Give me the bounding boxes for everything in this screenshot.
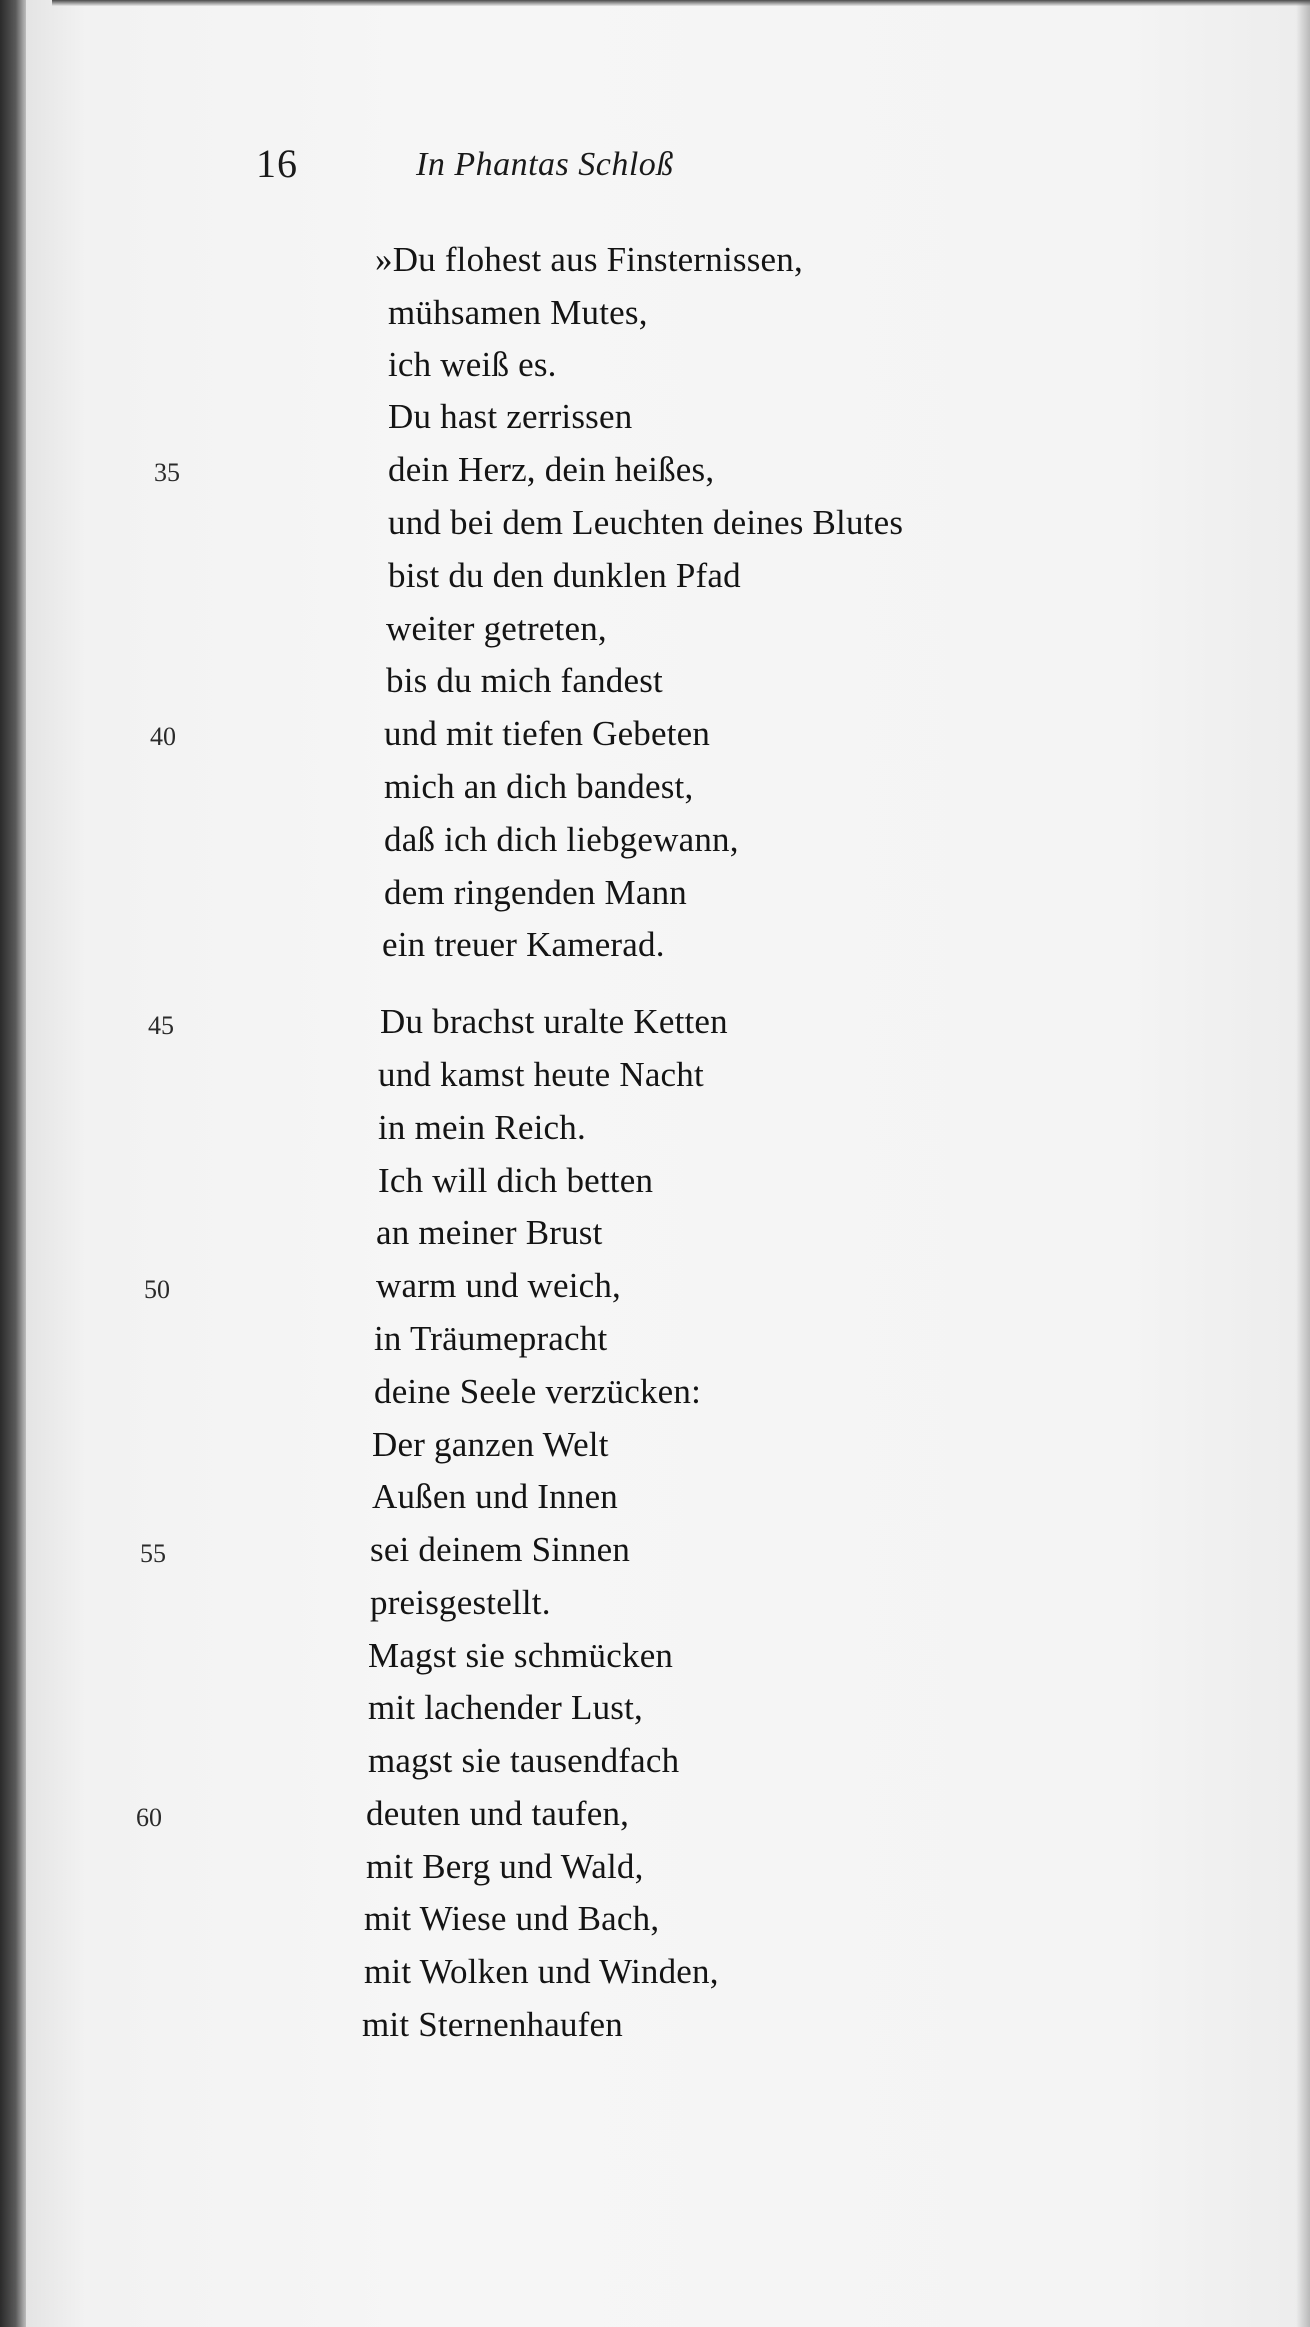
verse-line: mit Wiese und Bach, <box>364 1899 660 1938</box>
verse-line: und mit tiefen Gebeten <box>384 714 711 753</box>
line-number: 45 <box>148 1011 174 1040</box>
verse-line: warm und weich, <box>376 1266 622 1305</box>
verse-line: Du hast zerrissen <box>388 397 633 436</box>
line-number: 40 <box>150 722 176 751</box>
verse-line: und bei dem Leuchten deines Blutes <box>388 503 904 542</box>
page-edge-right <box>1296 0 1310 2327</box>
verse-line: bis du mich fandest <box>386 661 663 700</box>
verse-line: dein Herz, dein heißes, <box>388 450 715 489</box>
verse-line: »Du flohest aus Finsternissen, <box>375 240 803 279</box>
verse-line: Magst sie schmücken <box>368 1636 674 1675</box>
verse-line: Ich will dich betten <box>378 1161 654 1200</box>
verse-line: sei deinem Sinnen <box>370 1530 631 1569</box>
verse-line: deuten und taufen, <box>366 1794 630 1833</box>
line-number: 35 <box>154 458 180 487</box>
verse-line: und kamst heute Nacht <box>378 1055 704 1094</box>
verse-line: bist du den dunklen Pfad <box>388 556 741 595</box>
verse-line: in mein Reich. <box>378 1108 586 1147</box>
verse-line: mit Sternenhaufen <box>362 2005 623 2044</box>
verse-line: mühsamen Mutes, <box>388 293 648 332</box>
page-number: 16 <box>256 141 298 186</box>
verse-line: weiter getreten, <box>386 609 607 648</box>
page-edge-left <box>0 0 26 2327</box>
verse-line: Du brachst uralte Ketten <box>380 1002 728 1041</box>
verse-line: an meiner Brust <box>376 1213 603 1252</box>
verse-line: daß ich dich liebgewann, <box>384 820 739 859</box>
poem-body <box>26 0 1310 2327</box>
line-number: 55 <box>140 1539 166 1568</box>
line-number: 60 <box>136 1803 162 1832</box>
verse-line: ein treuer Kamerad. <box>382 925 665 964</box>
verse-line: mit Berg und Wald, <box>366 1847 644 1886</box>
verse-line: Außen und Innen <box>372 1477 619 1516</box>
verse-line: Der ganzen Welt <box>372 1425 609 1464</box>
verse-line: mit lachender Lust, <box>368 1688 643 1727</box>
running-head: In Phantas Schloß <box>416 146 674 183</box>
verse-line: in Träumepracht <box>374 1319 608 1358</box>
line-number: 50 <box>144 1275 170 1304</box>
book-page <box>26 0 1310 2327</box>
verse-line: ich weiß es. <box>388 345 557 384</box>
verse-line: preisgestellt. <box>370 1583 551 1622</box>
verse-line: mit Wolken und Winden, <box>364 1952 719 1991</box>
verse-line: mich an dich bandest, <box>384 767 694 806</box>
verse-line: dem ringenden Mann <box>384 873 687 912</box>
verse-line: deine Seele verzücken: <box>374 1372 702 1411</box>
verse-line: magst sie tausendfach <box>368 1741 680 1780</box>
